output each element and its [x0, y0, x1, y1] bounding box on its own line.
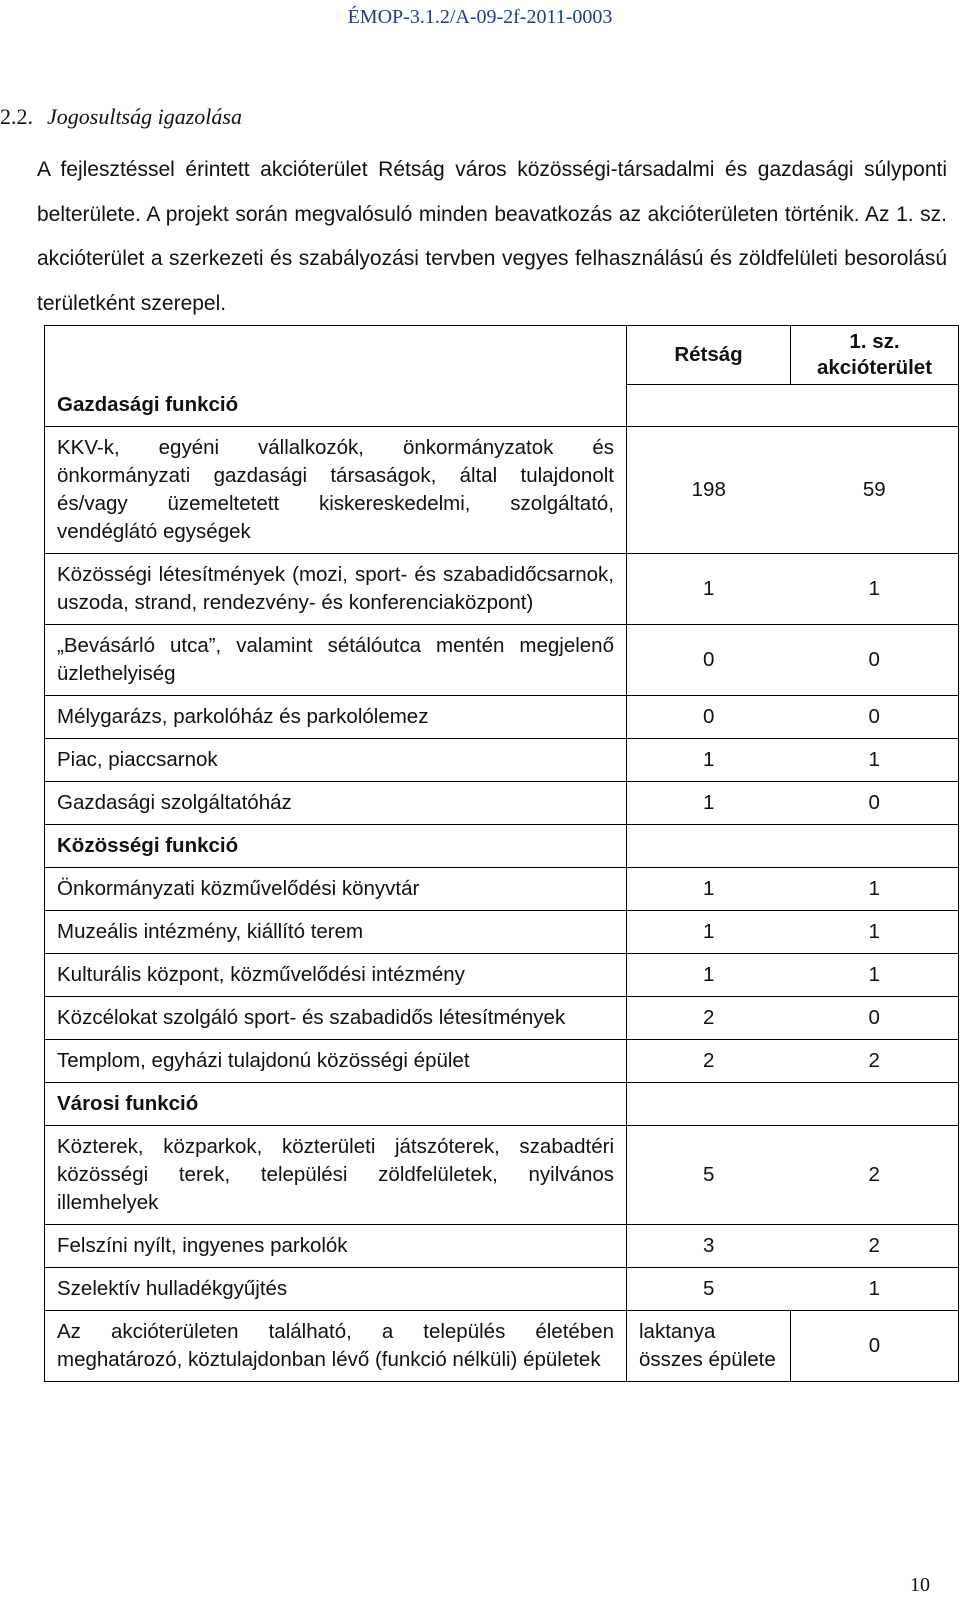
section-title-cell: Városi funkció [45, 1083, 627, 1126]
section-number: 2.2. [0, 104, 33, 129]
table-row [45, 997, 959, 1040]
table-row [45, 954, 959, 997]
area-value: 2 [791, 1225, 959, 1268]
section-row [45, 825, 959, 868]
table-row [45, 739, 959, 782]
area-value: 1 [791, 911, 959, 954]
table-row [45, 1268, 959, 1311]
section-empty-cell [627, 825, 959, 868]
table-row [45, 1126, 959, 1225]
col-header-retsag: Rétság [627, 326, 791, 385]
section-title-cell: Gazdasági funkció [45, 384, 627, 427]
area-value: 0 [791, 997, 959, 1040]
project-code-header: ÉMOP-3.1.2/A-09-2f-2011-0003 [347, 6, 613, 28]
section-title-cell: Közösségi funkció [45, 825, 627, 868]
area-value: 0 [791, 1311, 959, 1382]
retsag-value: 3 [627, 1225, 791, 1268]
row-label: Közcélokat szolgáló sport- és szabadidős létesítmények [45, 997, 627, 1040]
row-label: Kulturális központ, közművelődési intézmény [45, 954, 627, 997]
row-label: Közösségi létesítmények (mozi, sport- és szabadidőcsarnok, uszoda, strand, rendezvény- és konferenciaközpont) [45, 554, 627, 625]
table-row [45, 625, 959, 696]
retsag-value: 1 [627, 739, 791, 782]
retsag-value: 1 [627, 954, 791, 997]
page-number: 10 [910, 1574, 930, 1596]
section-row [45, 1083, 959, 1126]
row-label: Közterek, közparkok, közterületi játszóterek, szabadtéri közösségi terek, települési zöldfelületek, nyilvános illemhelyek [45, 1126, 627, 1225]
row-label: Muzeális intézmény, kiállító terem [45, 911, 627, 954]
retsag-value: 2 [627, 997, 791, 1040]
row-label: Templom, egyházi tulajdonú közösségi épület [45, 1040, 627, 1083]
area-value: 0 [791, 625, 959, 696]
intro-paragraph: A fejlesztéssel érintett akcióterület Rétság város közösségi-társadalmi és gazdasági súlyponti belterülete. A projekt során megvalósuló minden beavatkozás az akcióterületen történik. Az 1. sz. akcióterület a szerkezeti és szabályozási tervben vegyes felhasználású és zöldfelületi besorolású területként szerepel. [37, 158, 947, 315]
retsag-value: laktanya összes épülete [627, 1311, 791, 1382]
row-label: KKV-k, egyéni vállalkozók, önkormányzatok és önkormányzati gazdasági társaságok, által tulajdonolt és/vagy üzemeltetett kiskereskedelmi, szolgáltató, vendéglátó egységek [45, 427, 627, 554]
table-row [45, 696, 959, 739]
row-label: Piac, piaccsarnok [45, 739, 627, 782]
table-row [45, 868, 959, 911]
table-row [45, 554, 959, 625]
area-value: 2 [791, 1126, 959, 1225]
row-label: Gazdasági szolgáltatóház [45, 782, 627, 825]
table-row [45, 1225, 959, 1268]
row-label: Felszíni nyílt, ingyenes parkolók [45, 1225, 627, 1268]
area-value: 0 [791, 696, 959, 739]
retsag-value: 1 [627, 911, 791, 954]
col-header-area: 1. sz. akcióterület [791, 326, 959, 385]
row-label: Mélygarázs, parkolóház és parkolólemez [45, 696, 627, 739]
row-label: Önkormányzati közművelődési könyvtár [45, 868, 627, 911]
retsag-value: 5 [627, 1126, 791, 1225]
area-value: 1 [791, 1268, 959, 1311]
row-label: „Bevásárló utca”, valamint sétálóutca mentén megjelenő üzlethelyiség [45, 625, 627, 696]
table-row [45, 782, 959, 825]
table-row [45, 1040, 959, 1083]
area-value: 59 [791, 427, 959, 554]
section-empty-cell [627, 1083, 959, 1126]
header-empty-cell [45, 326, 627, 385]
area-value: 1 [791, 954, 959, 997]
retsag-value: 5 [627, 1268, 791, 1311]
retsag-value: 0 [627, 696, 791, 739]
table-row [45, 1311, 959, 1382]
eligibility-table [44, 325, 959, 1382]
retsag-value: 0 [627, 625, 791, 696]
section-row [45, 384, 959, 427]
retsag-value: 1 [627, 868, 791, 911]
section-title: Jogosultság igazolása [47, 104, 242, 129]
row-label: Szelektív hulladékgyűjtés [45, 1268, 627, 1311]
table-row [45, 427, 959, 554]
retsag-value: 2 [627, 1040, 791, 1083]
retsag-value: 1 [627, 554, 791, 625]
row-label: Az akcióterületen található, a település életében meghatározó, köztulajdonban lévő (funkció nélküli) épületek [45, 1311, 627, 1382]
retsag-value: 198 [627, 427, 791, 554]
header-row [45, 326, 959, 385]
section-empty-cell [627, 384, 959, 427]
area-value: 1 [791, 739, 959, 782]
table-row [45, 911, 959, 954]
area-value: 0 [791, 782, 959, 825]
retsag-value: 1 [627, 782, 791, 825]
area-value: 1 [791, 868, 959, 911]
section-heading [0, 104, 242, 130]
area-value: 1 [791, 554, 959, 625]
area-value: 2 [791, 1040, 959, 1083]
